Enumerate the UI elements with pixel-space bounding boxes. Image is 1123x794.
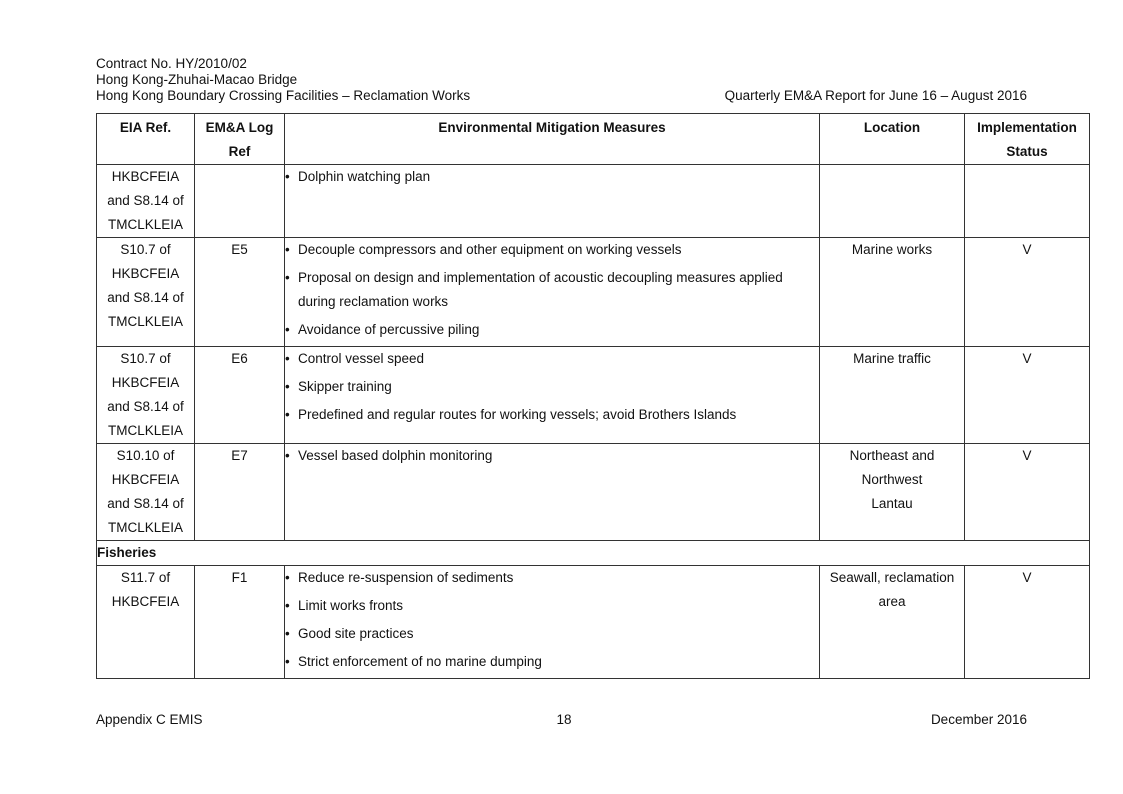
works-name: Hong Kong Boundary Crossing Facilities – Reclamation Works bbox=[96, 88, 471, 103]
table-row bbox=[97, 566, 1090, 679]
measure-text: Strict enforcement of no marine dumping bbox=[298, 654, 542, 669]
measure-item bbox=[285, 444, 819, 468]
measure-item bbox=[285, 266, 819, 314]
column-header-log-ref: EM&A Log Ref bbox=[195, 114, 285, 165]
contract-number: Contract No. HY/2010/02 bbox=[96, 56, 247, 71]
bullet-icon: • bbox=[285, 654, 290, 669]
measure-item bbox=[285, 375, 819, 399]
measure-text: Dolphin watching plan bbox=[298, 169, 431, 184]
bullet-icon: • bbox=[285, 448, 290, 463]
bullet-icon: • bbox=[285, 322, 290, 337]
section-heading-fisheries: Fisheries bbox=[97, 541, 1090, 566]
measures-list bbox=[285, 238, 819, 342]
measure-item bbox=[285, 650, 819, 674]
bullet-icon: • bbox=[285, 598, 290, 613]
log-ref-cell: F1 bbox=[195, 566, 285, 679]
page-number: 18 bbox=[556, 712, 572, 727]
bullet-icon: • bbox=[285, 270, 290, 285]
bullet-icon: • bbox=[285, 570, 290, 585]
status-cell: V bbox=[965, 444, 1090, 541]
table-header-row bbox=[97, 114, 1090, 165]
footer-date: December 2016 bbox=[930, 712, 1027, 727]
appendix-label: Appendix C EMIS bbox=[96, 712, 203, 727]
bullet-icon: • bbox=[285, 407, 290, 422]
measure-text: Reduce re-suspension of sediments bbox=[298, 570, 514, 585]
bullet-icon: • bbox=[285, 351, 290, 366]
table-row bbox=[97, 238, 1090, 347]
measure-item bbox=[285, 594, 819, 618]
column-header-eia-ref: EIA Ref. bbox=[97, 114, 195, 165]
measures-list bbox=[285, 165, 819, 189]
table-row bbox=[97, 444, 1090, 541]
measure-text: Predefined and regular routes for working vessels; avoid Brothers Islands bbox=[298, 407, 737, 422]
section-row bbox=[97, 541, 1090, 566]
location-cell: Marine traffic bbox=[820, 347, 965, 444]
measure-text: Decouple compressors and other equipment on working vessels bbox=[298, 242, 682, 257]
eia-ref-cell: HKBCFEIA and S8.14 of TMCLKLEIA bbox=[97, 165, 195, 238]
log-ref-cell: E5 bbox=[195, 238, 285, 347]
measures-cell bbox=[285, 165, 820, 238]
measure-item bbox=[285, 318, 819, 342]
measure-text: Control vessel speed bbox=[298, 351, 425, 366]
measure-text: Proposal on design and implementation of acoustic decoupling measures applied during reclamation works bbox=[298, 270, 783, 309]
column-header-location: Location bbox=[820, 114, 965, 165]
measure-item bbox=[285, 165, 819, 189]
status-cell: V bbox=[965, 238, 1090, 347]
status-cell bbox=[965, 165, 1090, 238]
table-row bbox=[97, 165, 1090, 238]
project-name: Hong Kong-Zhuhai-Macao Bridge bbox=[96, 72, 298, 87]
status-cell: V bbox=[965, 347, 1090, 444]
eia-ref-cell: S10.7 of HKBCFEIA and S8.14 of TMCLKLEIA bbox=[97, 347, 195, 444]
measure-text: Skipper training bbox=[298, 379, 392, 394]
column-header-status: Implementation Status bbox=[965, 114, 1090, 165]
location-cell bbox=[820, 165, 965, 238]
page-footer bbox=[96, 712, 1027, 728]
location-cell: Seawall, reclamation area bbox=[820, 566, 965, 679]
measure-text: Good site practices bbox=[298, 626, 414, 641]
log-ref-cell: E6 bbox=[195, 347, 285, 444]
status-cell: V bbox=[965, 566, 1090, 679]
eia-ref-cell: S11.7 of HKBCFEIA bbox=[97, 566, 195, 679]
table-row bbox=[97, 347, 1090, 444]
eia-ref-cell: S10.10 of HKBCFEIA and S8.14 of TMCLKLEIA bbox=[97, 444, 195, 541]
measure-item bbox=[285, 347, 819, 371]
log-ref-cell: E7 bbox=[195, 444, 285, 541]
measures-cell bbox=[285, 566, 820, 679]
measure-text: Limit works fronts bbox=[298, 598, 404, 613]
location-cell: Marine works bbox=[820, 238, 965, 347]
bullet-icon: • bbox=[285, 626, 290, 641]
bullet-icon: • bbox=[285, 169, 290, 184]
log-ref-cell bbox=[195, 165, 285, 238]
location-cell: Northeast and Northwest Lantau bbox=[820, 444, 965, 541]
page-header bbox=[96, 56, 1027, 104]
measures-cell bbox=[285, 347, 820, 444]
measure-item bbox=[285, 566, 819, 590]
bullet-icon: • bbox=[285, 242, 290, 257]
measures-cell bbox=[285, 238, 820, 347]
measures-list bbox=[285, 566, 819, 674]
measures-list bbox=[285, 444, 819, 468]
column-header-measures: Environmental Mitigation Measures bbox=[285, 114, 820, 165]
mitigation-measures-table bbox=[96, 113, 1090, 679]
bullet-icon: • bbox=[285, 379, 290, 394]
measure-text: Avoidance of percussive piling bbox=[298, 322, 480, 337]
report-title: Quarterly EM&A Report for June 16 – August 2016 bbox=[724, 88, 1027, 103]
measure-item bbox=[285, 238, 819, 262]
measures-list bbox=[285, 347, 819, 427]
eia-ref-cell: S10.7 of HKBCFEIA and S8.14 of TMCLKLEIA bbox=[97, 238, 195, 347]
measure-item bbox=[285, 622, 819, 646]
measures-cell bbox=[285, 444, 820, 541]
measure-text: Vessel based dolphin monitoring bbox=[298, 448, 493, 463]
measure-item bbox=[285, 403, 819, 427]
